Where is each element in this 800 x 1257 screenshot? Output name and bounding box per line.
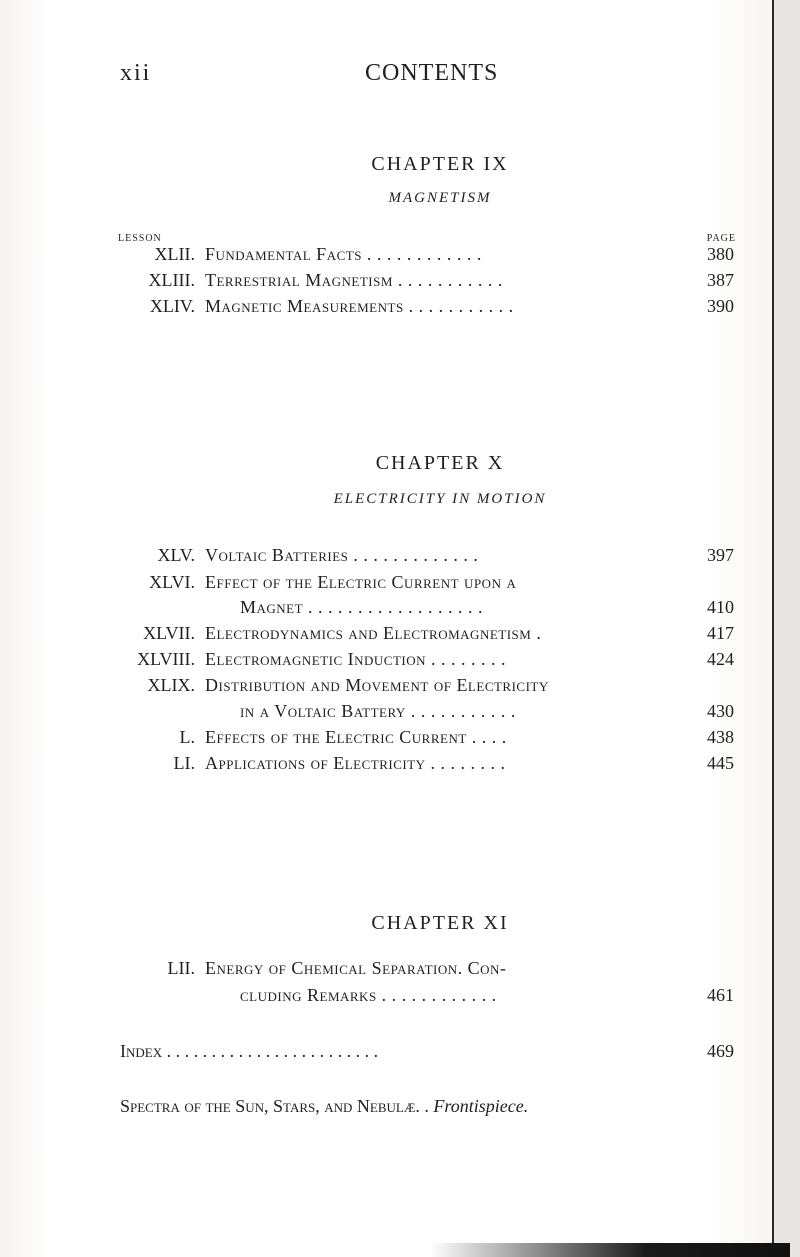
lesson-page: 380 bbox=[707, 244, 734, 264]
lesson-page: 424 bbox=[707, 649, 734, 669]
chapter-heading: CHAPTER XI bbox=[371, 912, 509, 934]
adjacent-page-edge bbox=[772, 0, 800, 1257]
lesson-page: 410 bbox=[707, 597, 734, 617]
lesson-number: XLVIII. bbox=[137, 649, 195, 669]
lesson-title: Electrodynamics and Electromagnetism . bbox=[205, 623, 542, 643]
lesson-number: XLVI. bbox=[149, 572, 195, 592]
spectra-label: Spectra of the Sun, Stars, and Nebulæ. . bbox=[120, 1096, 429, 1116]
lesson-page: 461 bbox=[707, 985, 734, 1005]
spectra-placement: Frontispiece. bbox=[433, 1096, 529, 1116]
lesson-number: XLVII. bbox=[143, 623, 195, 643]
lesson-number: XLIII. bbox=[148, 270, 195, 290]
index-entry: Index . . . . . . . . . . . . . . . . . . . . . . . . bbox=[120, 1041, 379, 1061]
lesson-number: XLV. bbox=[157, 545, 195, 565]
lesson-page: 430 bbox=[707, 701, 734, 721]
page-bottom-shadow bbox=[430, 1243, 790, 1257]
index-page: 469 bbox=[707, 1041, 734, 1061]
running-title: CONTENTS bbox=[365, 60, 499, 86]
lesson-column-label: LESSON bbox=[118, 233, 162, 244]
lesson-page: 417 bbox=[707, 623, 734, 643]
lesson-title: Voltaic Batteries . . . . . . . . . . . . . bbox=[205, 545, 479, 565]
lesson-number: LI. bbox=[173, 753, 195, 773]
lesson-title: Applications of Electricity . . . . . . . . bbox=[205, 753, 506, 773]
lesson-page: 438 bbox=[707, 727, 734, 747]
lesson-title: Electromagnetic Induction . . . . . . . . bbox=[205, 649, 507, 669]
lesson-title-continued: Magnet . . . . . . . . . . . . . . . . . . bbox=[240, 597, 484, 617]
lesson-title: Energy of Chemical Separation. Con- bbox=[205, 958, 507, 978]
lesson-title: Magnetic Measurements . . . . . . . . . . . bbox=[205, 296, 514, 316]
lesson-page: 390 bbox=[707, 296, 734, 316]
lesson-title: Fundamental Facts . . . . . . . . . . . . bbox=[205, 244, 482, 264]
lesson-number: XLIX. bbox=[147, 675, 195, 695]
lesson-title: Terrestrial Magnetism . . . . . . . . . . . bbox=[205, 270, 503, 290]
chapter-heading: CHAPTER X bbox=[375, 452, 505, 474]
lesson-number: XLIV. bbox=[149, 296, 195, 316]
lesson-page: 387 bbox=[707, 270, 734, 290]
page-column-label: PAGE bbox=[706, 233, 736, 244]
lesson-title-continued: in a Voltaic Battery . . . . . . . . . . . bbox=[240, 701, 516, 721]
chapter-subtitle: ELECTRICITY IN MOTION bbox=[333, 491, 547, 507]
lesson-title: Effect of the Electric Current upon a bbox=[205, 572, 517, 592]
lesson-page: 397 bbox=[707, 545, 734, 565]
chapter-heading: CHAPTER IX bbox=[371, 153, 509, 175]
lesson-number: L. bbox=[179, 727, 195, 747]
spectra-entry bbox=[120, 1096, 528, 1117]
lesson-title: Effects of the Electric Current . . . . bbox=[205, 727, 507, 747]
lesson-title: Distribution and Movement of Electricity bbox=[205, 675, 549, 695]
lesson-title-continued: cluding Remarks . . . . . . . . . . . . bbox=[240, 985, 497, 1005]
page-number: xii bbox=[120, 60, 152, 86]
lesson-number: LII. bbox=[167, 958, 195, 978]
lesson-page: 445 bbox=[707, 753, 734, 773]
lesson-number: XLII. bbox=[154, 244, 195, 264]
chapter-subtitle: MAGNETISM bbox=[388, 190, 492, 206]
